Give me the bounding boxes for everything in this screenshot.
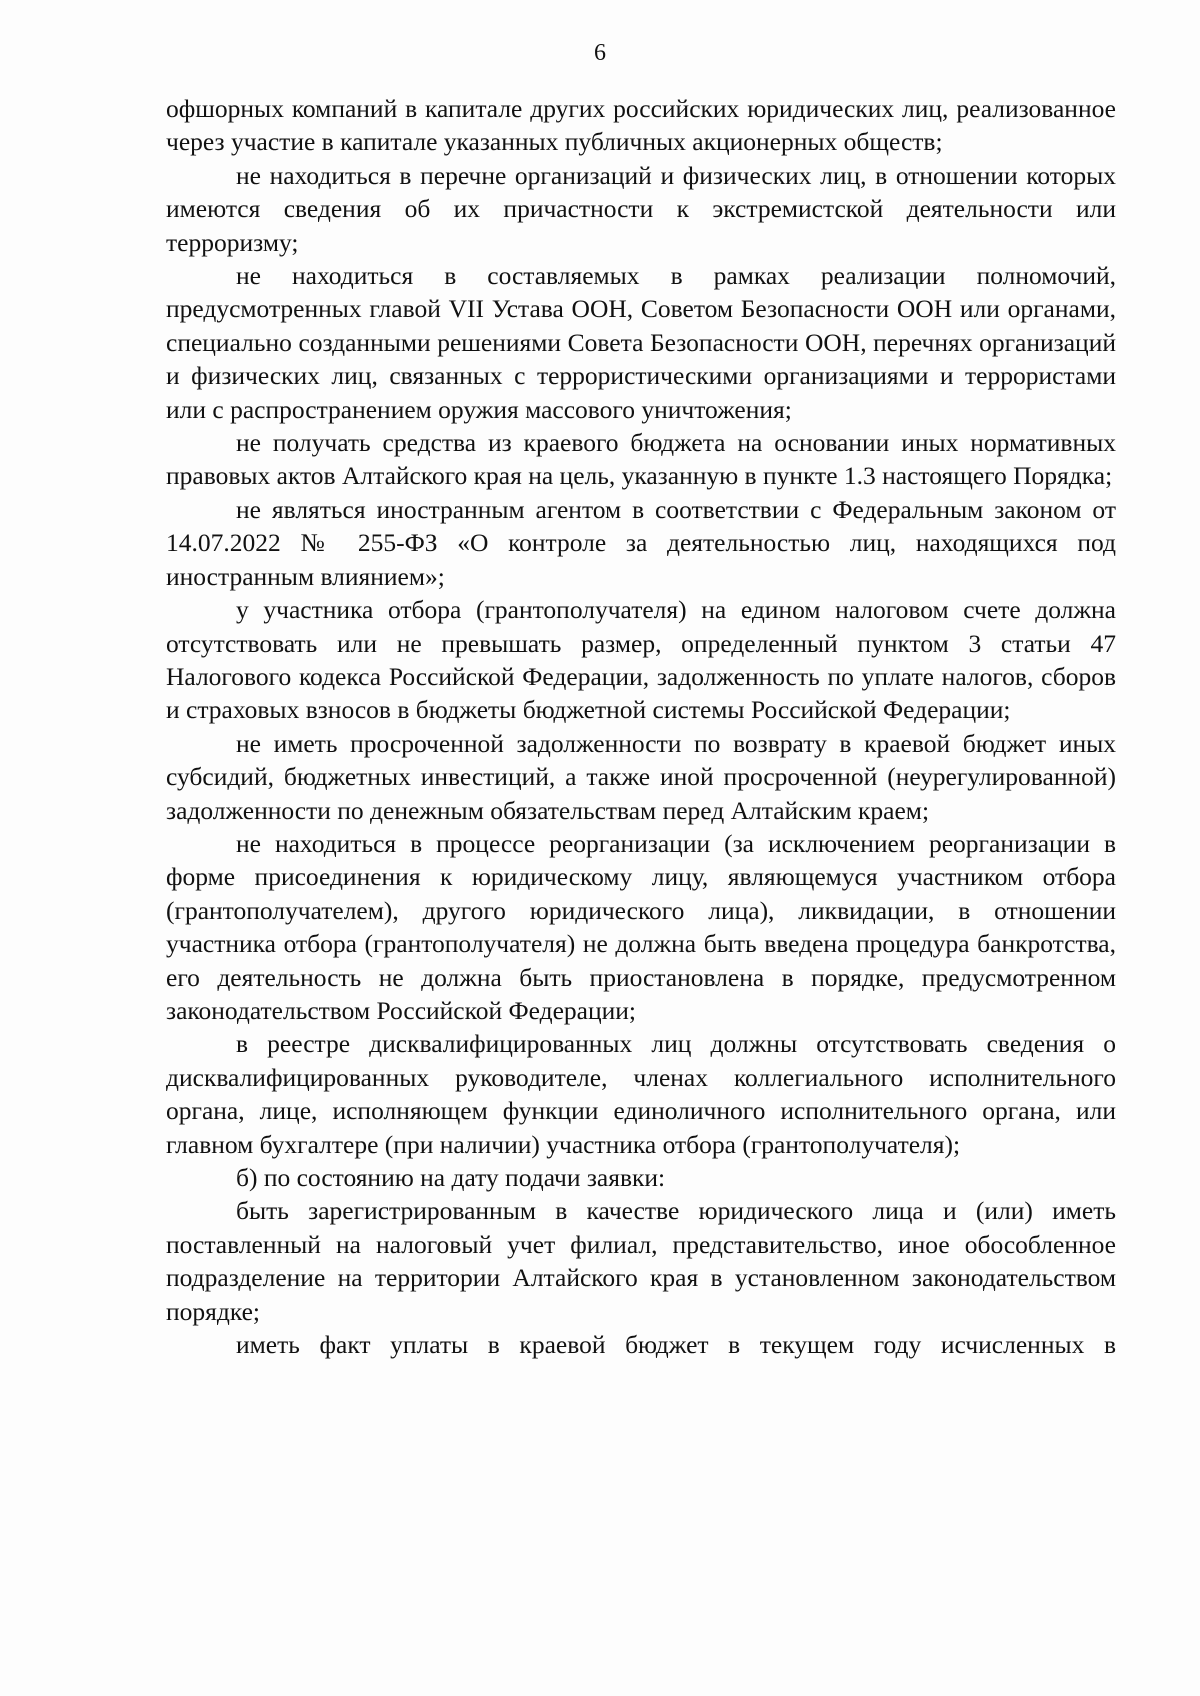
paragraph: не являться иностранным агентом в соответствии с Федеральным законом от 14.07.2022 № 255-ФЗ «О контроле за деятельностью лиц, находящихся под иностранным влиянием»; — [166, 494, 1116, 591]
paragraph: не иметь просроченной задолженности по возврату в краевой бюджет иных субсидий, бюджетных инвестиций, а также иной просроченной (неурегулированной) задолженности по денежным обязательствам перед Алтайским краем; — [166, 728, 1116, 825]
paragraph: у участника отбора (грантополучателя) на едином налоговом счете должна отсутствовать или не превышать размер, определенный пунктом 3 статьи 47 Налогового кодекса Российской Федерации, задолженность по уплате налогов, сборов и страховых взносов в бюджеты бюджетной системы Российской Федерации; — [166, 595, 1116, 725]
paragraph: не находиться в составляемых в рамках реализации полномочий, предусмотренных главой VII Устава ООН, Советом Безопасности ООН или органами, специально созданными решениями Совета Безопасности ООН, перечнях организаций и физических лиц, связанных с террористическими организациями и террористами или с распространением оружия массового уничтожения; — [166, 261, 1116, 424]
paragraph: не получать средства из краевого бюджета на основании иных нормативных правовых актов Алтайского края на цель, указанную в пункте 1.3 настоящего Порядка; — [166, 428, 1116, 491]
paragraph: в реестре дисквалифицированных лиц должны отсутствовать сведения о дисквалифицированных руководителе, членах коллегиального исполнительного органа, лице, исполняющем функции единоличного исполнительного органа, или главном бухгалтере (при наличии) участника отбора (грантополучателя); — [166, 1029, 1116, 1159]
paragraph: б) по состоянию на дату подачи заявки: — [236, 1163, 666, 1192]
paragraph-last: иметь факт уплаты в краевой бюджет в текущем году исчисленных в — [236, 1330, 1116, 1360]
paragraph: офшорных компаний в капитале других российских юридических лиц, реализованное через участие в капитале указанных публичных акционерных обществ; — [166, 94, 1116, 157]
page-number: 6 — [594, 40, 606, 66]
paragraph: быть зарегистрированным в качестве юридического лица и (или) иметь поставленный на налоговый учет филиал, представительство, иное обособленное подразделение на территории Алтайского края в установленном законодательством порядке; — [166, 1196, 1116, 1326]
paragraph: не находиться в перечне организаций и физических лиц, в отношении которых имеются сведения об их причастности к экстремистской деятельности или терроризму; — [166, 160, 1116, 257]
body-text — [166, 92, 1116, 1361]
paragraph: не находиться в процессе реорганизации (за исключением реорганизации в форме присоединения к юридическому лицу, являющемуся участником отбора (грантополучателем), другого юридического лица), ликвидации, в отношении участника отбора (грантополучателя) не должна быть введена процедура банкротства, его деятельность не должна быть приостановлена в порядке, предусмотренном законодательством Российской Федерации; — [166, 828, 1116, 1025]
